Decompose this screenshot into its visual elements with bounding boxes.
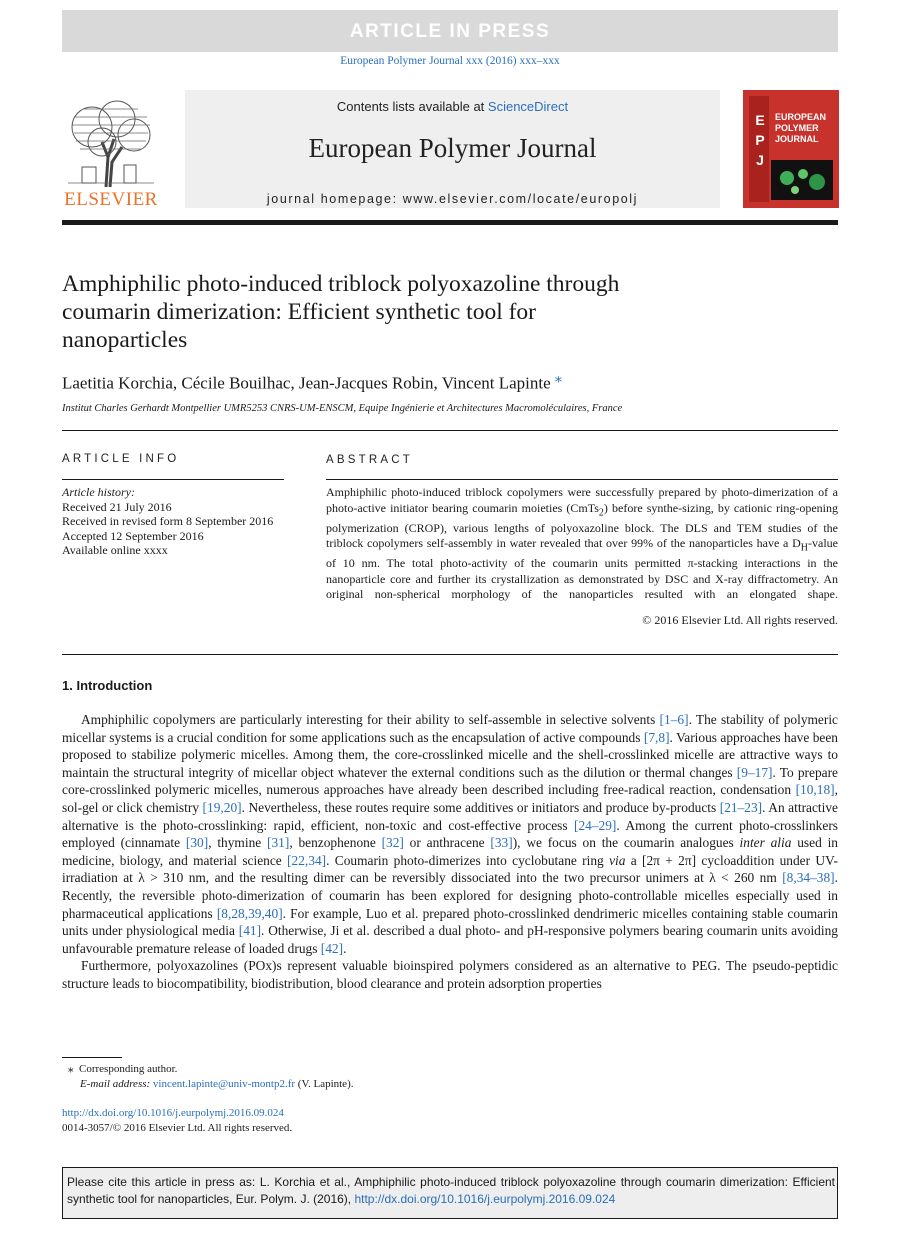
abstract-subscript: 2 (598, 506, 604, 518)
cover-letter-e: E (755, 112, 765, 128)
italic-term: inter alia (739, 835, 792, 851)
reference-link[interactable]: [24–29] (573, 817, 617, 833)
body-text-span: . Recently, the reversible photo-dimerization of coumarin has been explored for designing photo-controllable micelles especially used in pharmaceutical applications (62, 870, 838, 921)
article-info-heading: ARTICLE INFO (62, 453, 180, 465)
body-text-span: . Among the current photo-crosslinkers employed (cinnamate (62, 817, 838, 851)
journal-cover-thumbnail (743, 90, 839, 208)
body-text-span: . For example, Luo et al. prepared photo-crosslinked dendrimeric micelles containing stable coumarin units under physiological media (62, 905, 838, 939)
footnote-line (62, 1077, 838, 1092)
reference-link[interactable]: [42] (320, 940, 344, 956)
divider (62, 430, 838, 431)
abstract-text (326, 485, 838, 603)
body-text-span: Amphiphilic copolymers are particularly interesting for their ability to self-assemble in selective solvents (81, 712, 660, 727)
cover-letter-j: J (756, 152, 764, 168)
reference-link[interactable]: [21–23] (719, 799, 763, 815)
history-item: Received 21 July 2016 (62, 499, 172, 514)
abstract-heading: ABSTRACT (326, 454, 413, 466)
authors-text: Laetitia Korchia, Cécile Bouilhac, Jean-Jacques Robin, Vincent Lapinte (62, 373, 551, 393)
body-text-span: a [2π + 2π] cycloaddition under UV-irradiation at λ > 310 nm, and the resulting dimer can be reversibly dissociated into the two precursor unimers at λ < 260 nm (62, 852, 838, 886)
contents-line (185, 99, 720, 114)
footnote-corresponding: Corresponding author. (79, 1063, 178, 1075)
abstract-span: Amphiphilic photo-induced triblock copolymers were successfully prepared by photo-dimerization of a photo-active initiator bearing coumarin moieties (CmTs (326, 485, 838, 515)
body-text-span: . To prepare core-crosslinked polymeric micelles, numerous approaches have already been described including free-radical reaction, condensation (62, 764, 838, 798)
sciencedirect-link[interactable]: ScienceDirect (487, 99, 569, 114)
body-text-span: ), we focus on the coumarin analogues (512, 835, 740, 851)
reference-link[interactable]: [22,34] (287, 852, 327, 868)
body-text-span: . Otherwise, Ji et al. described a dual photo- and pH-responsive polymers bearing coumarin units avoiding unfavourable premature release of loaded drugs (62, 923, 838, 956)
reference-link[interactable]: [31] (267, 835, 290, 851)
reference-link[interactable]: [8,28,39,40] (216, 905, 283, 921)
article-history (62, 485, 292, 558)
citation-doi-link[interactable]: http://dx.doi.org/10.1016/j.eurpolymj.2016.09.024 (354, 1192, 616, 1206)
reference-link[interactable]: [7,8] (643, 729, 670, 745)
reference-link[interactable]: [19,20] (202, 799, 242, 815)
reference-link[interactable]: [41] (238, 923, 262, 939)
body-text-span: . Various approaches have been proposed to stabilize polymeric micelles. Among them, the core-crosslinked micelle and the shell-crosslinked micelle are attractive ways to maintain the structural integrity of micellar object whatever the external conditions such as the dilution or thermal changes (62, 729, 838, 780)
reference-link[interactable]: [10,18] (795, 782, 835, 798)
body-text-span: or anthracene (403, 835, 491, 851)
elsevier-wordmark: ELSEVIER (64, 189, 158, 210)
journal-homepage[interactable]: journal homepage: www.elsevier.com/locate/europolj (266, 192, 639, 206)
abstract-span: -value of 10 nm. The total photo-activity of the coumarin units permitted π-stacking interactions in the nanoparticle core and further its crystallization as demonstrated by DSC and X-ray diffractometry. An original non-spherical morphology of the nanoparticles resulted with an elongated shape. (326, 536, 838, 602)
corresponding-author-link[interactable]: ⁎ (554, 371, 562, 386)
cover-title-line: JOURNAL (775, 134, 819, 144)
cover-title (775, 112, 837, 145)
author-list (62, 370, 838, 394)
introduction-heading: 1. Introduction (62, 678, 153, 693)
citation-text (67, 1174, 835, 1208)
history-label: Article history: (62, 485, 135, 499)
history-item: Received in revised form 8 September 2016 (62, 514, 274, 528)
reference-link[interactable]: [9–17] (736, 764, 773, 780)
article-in-press-banner: ARTICLE IN PRESS (62, 10, 838, 52)
title-line: nanoparticles (62, 327, 188, 353)
history-item: Available online xxxx (62, 543, 168, 557)
reference-link[interactable]: [1–6] (659, 712, 689, 727)
abstract-subscript: H (800, 542, 809, 554)
doi-link[interactable]: http://dx.doi.org/10.1016/j.eurpolymj.2016.09.024 (62, 1107, 284, 1119)
author-email-link[interactable]: vincent.lapinte@univ-montp2.fr (152, 1078, 296, 1090)
divider (326, 479, 838, 480)
reference-link[interactable]: [32] (381, 835, 404, 851)
body-text-span: , thymine (208, 835, 267, 851)
email-label: E-mail address: (80, 1078, 151, 1090)
cover-letters (751, 110, 769, 170)
body-text-span: . Coumarin photo-dimerizes into cyclobutane ring (326, 852, 610, 868)
cover-title-line: POLYMER (775, 123, 819, 133)
body-text-span: used in medicine, biology, and material science (62, 835, 838, 868)
footnote (62, 1062, 838, 1092)
elsevier-logo (62, 97, 160, 211)
abstract-span: ) before synthe-sizing, by cationic ring-opening polymerization (CROP), various lengths of polyoxazoline block. The DLS and TEM studies of the triblock copolymers self-assembly in water revealed that over 99% of the nanoparticles have a D (326, 500, 838, 551)
journal-reference-link[interactable]: European Polymer Journal xxx (2016) xxx–xxx (340, 55, 560, 67)
header-rule (62, 220, 838, 225)
reference-link[interactable]: [8,34–38] (782, 870, 835, 886)
reference-link[interactable]: [33] (490, 835, 513, 851)
issn-line: 0014-3057/© 2016 Elsevier Ltd. All rights reserved. (62, 1122, 293, 1134)
body-text-span: , benzophenone (289, 835, 382, 851)
title-line: Amphiphilic photo-induced triblock polyoxazoline through (62, 271, 620, 297)
citation-body: Please cite this article in press as: L. Korchia et al., Amphiphilic photo-induced triblock polyoxazoline through coumarin dimerization: Efficient synthetic tool for nanoparticles, Eur. Polym. J. (2016), (67, 1175, 835, 1206)
body-text-span: , sol-gel or click chemistry (62, 782, 838, 815)
body-text-span: . An attractive alternative is the photo-crosslinking: rapid, efficient, non-toxic and cost-effective process (62, 799, 838, 833)
introduction-body (62, 711, 838, 993)
body-paragraph (62, 711, 838, 957)
footnote-rule (62, 1057, 122, 1058)
abstract-copyright: © 2016 Elsevier Ltd. All rights reserved. (642, 613, 838, 627)
cover-title-line: EUROPEAN (775, 112, 827, 122)
body-paragraph: Furthermore, polyoxazolines (POx)s represent valuable bioinspired polymers considered as an alternative to PEG. The pseudo-peptidic structure leads to biocompatibility, biodistribution, blood clearance and protein adsorption properties (62, 958, 838, 991)
history-item: Accepted 12 September 2016 (62, 528, 204, 543)
body-text-span: . The stability of polymeric micellar systems is a crucial condition for some applications such as the encapsulation of active compounds (62, 712, 838, 745)
article-title (62, 270, 762, 354)
email-suffix: (V. Lapinte). (297, 1078, 354, 1090)
affiliation: Institut Charles Gerhardt Montpellier UMR5253 CNRS-UM-ENSCM, Equipe Ingénierie et Architectures Macromoléculaires, France (62, 403, 623, 414)
cover-letter-p: P (755, 132, 765, 148)
body-text-span: . (343, 940, 347, 956)
reference-link[interactable]: [30] (185, 835, 209, 851)
contents-prefix: Contents lists available at (336, 99, 488, 114)
body-text-span: . Nevertheless, these routes require some additives or initiators and produce by-products (241, 799, 720, 815)
footnote-mark: ⁎ (68, 1063, 74, 1075)
footnote-line (62, 1062, 838, 1077)
title-line: coumarin dimerization: Efficient synthetic tool for (62, 299, 536, 325)
divider (62, 654, 838, 655)
divider (62, 479, 284, 480)
journal-title: European Polymer Journal (308, 133, 597, 163)
italic-term: via (609, 852, 626, 868)
